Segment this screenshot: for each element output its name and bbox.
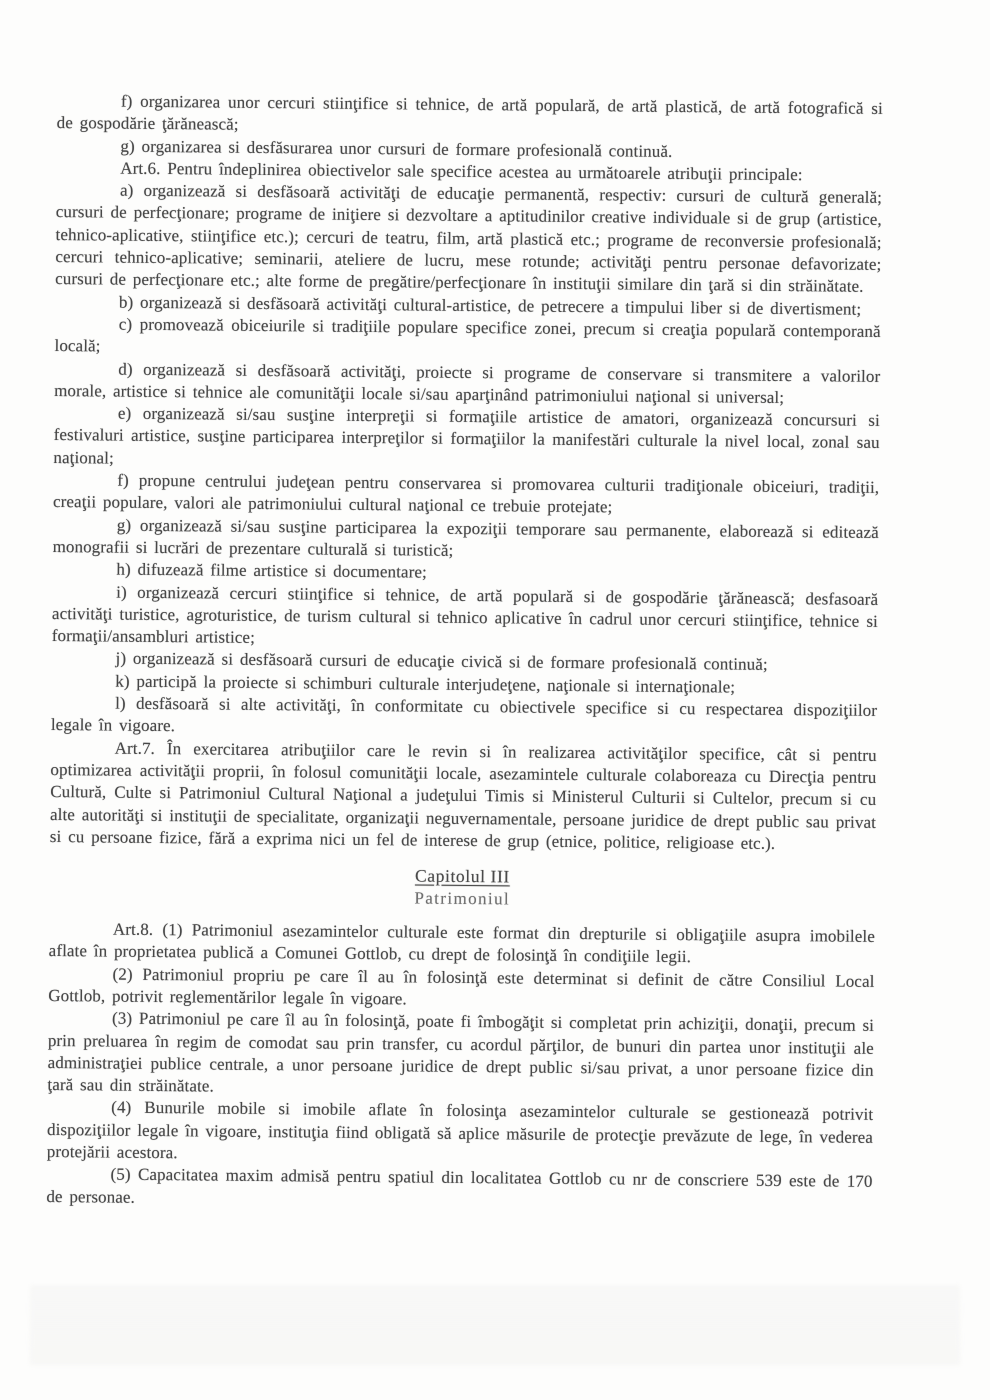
paragraph-art6-item-c: c) promovează obiceiurile si tradiţiile populare specifice zonei, precum si creaţia populară contemporană locală; [54, 314, 881, 356]
paragraph-art6-item-f: f) propune centrului judeţean pentru conservarea si promovarea culturii tradiţionale obiceiuri, tradiţii, creaţii populare, valori ale patrimoniului cultural naţional ce trebuie protejate; [52, 470, 880, 517]
paragraph-art6-item-g: g) organizează si/sau susţine participarea la expoziţii temporare sau permanente, elaborează si editează monografii si lucrări de prezentare culturală si turistică; [52, 515, 879, 560]
paragraph-art6-item-a: a) organizează si desfăsoară activităţi de educaţie permanentă, respectiv: cursuri de cultură generală; cursuri de perfecţionare; programe de iniţiere si dezvoltare a aptitudinilor creative individuale si de grup (artistice, tehnico-aplicative, stiinţifice etc.); cercuri de teatru, film, artă plastică etc.; programe de reconversie profesională; cercuri tehnico-aplicative; seminarii, ateliere de lucru, mese rotunde; activităţi pentru personae defavorizate; cursuri de perfecţionare etc.; alte forme de pregătire/perfecţionare în instituţii similare din ţară si din străinătate. [55, 180, 883, 297]
paragraph-art6-item-b: b) organizează si desfăsoară activităţi cultural-artistice, de petrecere a timpului liber si de divertisment; [118, 292, 862, 319]
paragraph-art8-item-2: (2) Patrimoniul propriu pe care îl au în folosinţă este determinat si definit de către Consiliul Local Gottlob, potrivit reglementărilor legale în vigoare. [48, 964, 875, 1009]
paragraph-art6-item-d: d) organizează si desfăsoară activităţi, proiecte si programe de conservare si transmitere a valorilor morale, artistice si tehnice ale comunităţii locale si/sau aparţinând patrimoniului naţional si universal; [54, 359, 881, 407]
paragraph-art6: Art.6. Pentru îndeplinirea obiectivelor sale specifice acestea au următoarele atribuţii principale: [120, 158, 803, 185]
document-text-block [46, 90, 883, 1216]
paragraph-art6-item-j: j) organizează si desfăsoară cursuri de educaţie civică si de formare profesională continuă; [115, 649, 768, 675]
paragraph-art8-item-5: (5) Capacitatea maxim admisă pentru spatiul din localitatea Gottlob cu nr de conscriere 539 este de 170 de personae. [46, 1164, 873, 1207]
paragraph-art7: Art.7. În exercitarea atribuţiilor care le revin si în realizarea activităţilor specifice, cât si pentru optimizarea activităţii proprii, în folosul comunităţii locale, asezamintele culturale colaboreaza cu Direcţia pentru Cultură, Culte si Patrimoniul Cultural Naţional a judeţului Timis si Ministerul Culturii si Cultelor, precum si cu alte autorităţi si instituţii de specialitate, organizaţii neguvernamentale, persoane juridice de drept public sau privat si cu persoane fizice, fără a exprima nici un fel de interese de grup (etnice, politice, religioase etc.). [49, 738, 877, 853]
chapter-subtitle: Patrimoniul [414, 888, 511, 909]
paragraph-art8-item-4: (4) Bunurile mobile si imobile aflate în folosinţa asezamintelor culturale se gestionează potrivit dispoziţiilor legale în vigoare, instituţia fiind obligată să aplice măsurile de protecţie prevăzute de lege, în vederea protejării acestora. [46, 1098, 874, 1163]
chapter-title: Capitolul III [414, 865, 510, 887]
paragraph-item-f: f) organizarea unor cercuri stiinţifice si tehnice, de artă populară, de artă plastică, de artă fotografică si de gospodărie ţărănească; [56, 91, 883, 135]
paragraph-art6-item-i: i) organizează cercuri stiinţifice si tehnice, de artă populară si de gospodărie ţărănească; desfasoară activităţi turistice, agroturistice, de turism cultural si tehnico aplicative în cadrul unor cercuri stiinţifice, tehnice si formaţii/ansambluri artistice; [51, 582, 879, 648]
paragraph-item-g: g) organizarea si desfăsurarea unor cursuri de formare profesională continuă. [120, 136, 673, 161]
paragraph-art8-item-3: (3) Patrimoniul pe care îl au în folosinţă, poate fi îmbogăţit si completat prin achiziţii, donaţii, precum si prin preluarea în regim de comodat sau prin transfer, cu acordul părţilor, de bunuri din partea unor instituţii ale administraţiei publice centrale, a unor persoane juridice de drept public si/sau privat, a unor persoane fizice din ţară sau din străinătate. [47, 1008, 875, 1096]
paragraph-art6-item-h: h) difuzează filme artistice si documentare; [116, 559, 427, 582]
chapter-heading [49, 862, 875, 915]
scan-noise-artifact [30, 1285, 960, 1365]
paragraph-art6-item-l: l) desfăsoară si alte activităţi, în conformitate cu obiectivele specifice si cu respectarea dispoziţiilor legale în vigoare. [50, 693, 878, 736]
paragraph-art8-item-1: Art.8. (1) Patrimoniul asezamintelor culturale este format din drepturile si obligaţiile asupra imobilele aflate în proprietatea publică a Comunei Gottlob, cu drept de folosinţă în condiţiile legii. [48, 919, 876, 967]
paragraph-art6-item-e: e) organizează si/sau susţine interpreţii si formaţiile artistice de amatori, organizează concursuri si festivaluri artistice, susţine participarea interpreţilor si formaţiilor la manifestări culturale la nivel local, zonal sau naţional; [53, 403, 880, 468]
paragraph-art6-item-k: k) participă la proiecte si schimburi culturale interjudeţene, naţionale si internaţionale; [115, 671, 736, 697]
